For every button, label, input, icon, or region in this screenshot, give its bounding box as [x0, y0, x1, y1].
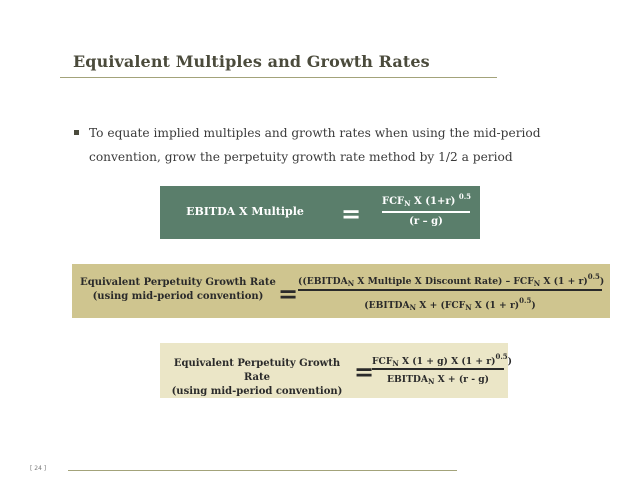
formula2-fraction [298, 272, 605, 314]
formula2-equals: = [278, 279, 299, 308]
formula3-fraction-bar [372, 368, 504, 370]
bullet-text: To equate implied multiples and growth rates when using the mid-period convention, grow the perpetuity growth rate method by 1/2 a period [89, 126, 541, 164]
slide-title: Equivalent Multiples and Growth Rates [73, 52, 430, 71]
title-divider [60, 77, 497, 78]
formula2-fraction-bar [298, 289, 602, 291]
formula1-fraction-bar [382, 211, 470, 213]
bullet-item [74, 121, 544, 169]
formula-box-growth-rate-simplified [160, 343, 512, 398]
formula3-numerator: $FCF_N$ X (1 + g) X $(1 + r)^{0.5}$) [372, 352, 512, 368]
formula1-fraction [382, 192, 470, 234]
footer-divider [68, 470, 457, 471]
formula2-label [78, 276, 278, 304]
formula-box-multiple [160, 186, 480, 239]
formula3-label-line1: Equivalent Perpetuity Growth Rate [173, 358, 341, 383]
page-number: [ 24 ] [30, 465, 47, 472]
formula2-label-line1: Equivalent Perpetuity Growth Rate [80, 277, 276, 288]
formula3-fraction [372, 352, 512, 394]
formula-box-growth-rate [72, 264, 610, 318]
formula3-denominator: $EBITDA_N$ X + (r - g) [387, 374, 489, 386]
formula3-equals: = [354, 357, 375, 386]
formula1-denominator: (r – g) [409, 216, 443, 227]
bullet-square-icon [74, 130, 79, 135]
formula1-numerator: $FCF_N$ X (1+r) $^{0.5}$ [382, 192, 472, 208]
formula1-equals: = [341, 199, 362, 228]
formula3-label [162, 357, 352, 399]
formula2-denominator: ($EBITDA_N$ $X + (FCF_N$ X $(1 + r)^{0.5}$) [364, 296, 536, 312]
formula2-numerator: (($EBITDA_N$ X Multiple X Discount Rate) – $FCF_N$ X $(1 + r)^{0.5}$) [298, 272, 605, 288]
formula3-label-line2: (using mid-period convention) [171, 386, 343, 397]
formula1-left: EBITDA X Multiple [186, 205, 304, 218]
formula2-label-line2: (using mid-period convention) [92, 291, 264, 302]
